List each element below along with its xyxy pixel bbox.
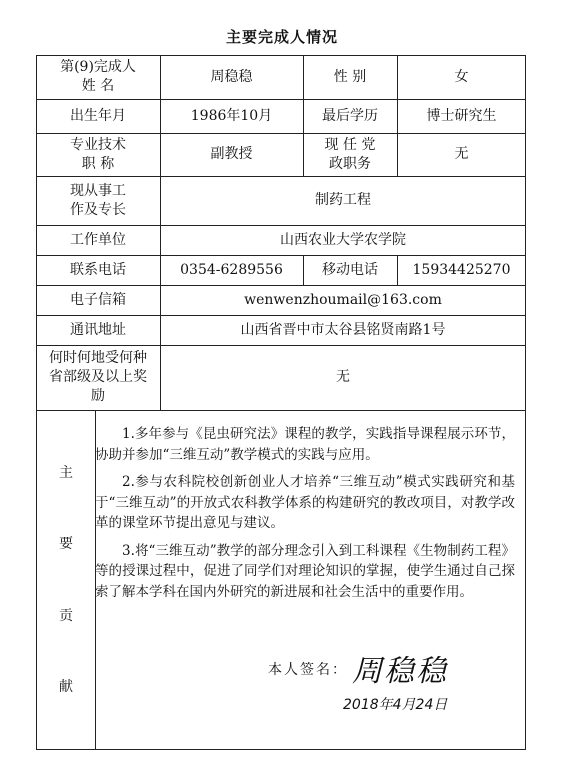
label-phone: 联系电话 (70, 261, 126, 278)
value-birth: 1986年10月 (190, 107, 273, 124)
side-char: 贡 (59, 607, 73, 624)
value-address: 山西省晋中市太谷县铭贤南路1号 (240, 321, 446, 338)
value-current-work: 制药工程 (315, 192, 371, 208)
label-professional-title: 专业技术 职 称 (70, 136, 126, 172)
value-email: wenwenzhoumail@163.com (244, 291, 442, 308)
label-address: 通讯地址 (70, 321, 126, 338)
page-title: 主要完成人情况 (225, 28, 338, 46)
value-gender: 女 (454, 68, 469, 85)
contribution-item: 3.将“三维互动”教学的部分理念引入到工科课程《生物制药工程》等的授课过程中，促进了同学们对理论知识的掌握，使学生通过自己探索了解本学科在国内外研究的新进展和社会生活中的重要作用。 (95, 542, 515, 600)
row-divider (36, 410, 526, 411)
value-mobile: 15934425270 (412, 261, 511, 278)
side-char: 献 (59, 679, 73, 696)
value-phone: 0354-6289556 (180, 261, 283, 278)
value-awards: 无 (336, 369, 350, 385)
contribution-item: 2.参与农科院校创新创业人才培养“三维互动”模式实践研究和基于“三维互动”的开放式农科教学体系的构建研究的教改项目，对教学改革的课堂环节提出意见与建议。 (95, 474, 515, 531)
side-char: 要 (59, 536, 73, 553)
value-employer: 山西农业大学农学院 (280, 231, 406, 248)
label-education: 最后学历 (322, 107, 378, 124)
side-char: 主 (59, 464, 73, 481)
label-employer: 工作单位 (70, 231, 126, 248)
signature-label: 本人签名： (268, 662, 348, 678)
label-email: 电子信箱 (70, 291, 126, 308)
contribution-item: 1.多年参与《昆虫研究法》课程的教学，实践指导课程展示环节，协助并参加“三维互动”教学模式的实践与应用。 (95, 426, 515, 463)
value-education: 博士研究生 (426, 107, 497, 124)
label-gender: 性 别 (333, 68, 367, 85)
handwritten-signature: 周稳稳 (352, 654, 448, 689)
label-party-post: 现 任 党 政职务 (324, 136, 376, 172)
label-awards: 何时何地受何种 省部级及以上奖 励 (49, 350, 147, 404)
contribution-text (95, 424, 515, 609)
value-name: 周稳稳 (210, 68, 253, 85)
label-current-work: 现从事工 作及专长 (70, 182, 126, 218)
contribution-side-label (37, 410, 95, 748)
value-professional-title: 副教授 (210, 146, 253, 162)
label-birth: 出生年月 (70, 107, 126, 124)
label-mobile: 移动电话 (322, 261, 378, 278)
signature-date: 2018年4月24日 (343, 697, 448, 713)
value-party-post: 无 (454, 146, 469, 162)
label-completer-name: 第(9)完成人 姓 名 (60, 59, 136, 94)
